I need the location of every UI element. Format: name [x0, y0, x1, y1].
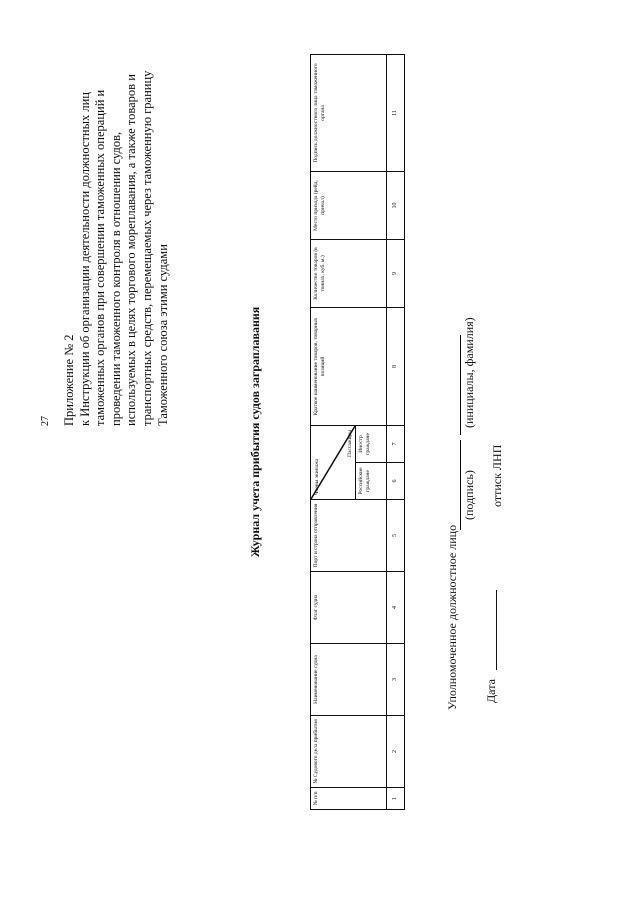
column-number: 10	[387, 172, 405, 240]
appendix-heading	[62, 16, 171, 426]
col-vessel-name: Наименование судна	[311, 644, 387, 716]
col-foreign-citizens: Иностр граждане	[356, 426, 387, 463]
col-crew-passengers	[311, 426, 356, 500]
page-number: 27	[40, 416, 51, 426]
crew-label: Члены экипажа	[314, 458, 320, 495]
journal-title: Журнал учета прибытия судов заграплавания	[248, 306, 262, 558]
column-number: 4	[387, 572, 405, 644]
appendix-line: Приложение № 2	[62, 334, 76, 426]
initials-caption: (инициалы, фамилия)	[462, 317, 476, 428]
passengers-label: Пассажиры	[346, 430, 353, 457]
appendix-line: транспортных средств, перемещаемых через таможенную границу	[139, 70, 154, 426]
column-number: 9	[387, 240, 405, 308]
col-case-no: № Судового дела прибытия	[311, 716, 387, 788]
col-signature: Подпись должностного лица таможенного органа	[311, 55, 387, 172]
arrival-journal-table	[310, 54, 405, 810]
column-number: 11	[387, 55, 405, 172]
col-arrival-place: Место прихода (рейд, причал)	[311, 172, 387, 240]
appendix-line: Таможенного союза этими судами	[155, 244, 170, 426]
appendix-line: к Инструкции об организации деятельности должностных лиц	[77, 92, 92, 426]
column-number: 1	[387, 788, 405, 810]
column-number: 5	[387, 500, 405, 572]
date-line	[496, 590, 497, 670]
appendix-line: проведении таможенного контроля в отношении судов,	[108, 131, 123, 426]
col-flag: Флаг судна	[311, 572, 387, 644]
initials-line	[460, 335, 461, 435]
stamp-label: оттиск ЛНП	[490, 444, 504, 507]
col-port: Порт и страна отправления	[311, 500, 387, 572]
column-number: 2	[387, 716, 405, 788]
col-russian-citizens: Российские граждане	[356, 463, 387, 500]
column-number: 3	[387, 644, 405, 716]
column-number-row	[387, 55, 405, 810]
appendix-line: используемых в целях торгового мореплавания, а также товаров и	[124, 74, 139, 426]
column-number: 6	[387, 463, 405, 500]
signature-caption: (подпись)	[462, 470, 476, 520]
col-goods-description: Краткое наименование товаров, товарных позиций	[311, 308, 387, 426]
column-number: 8	[387, 308, 405, 426]
signature-line	[460, 440, 461, 530]
col-row-no: № п/п	[311, 788, 387, 810]
date-label: Дата	[484, 679, 498, 703]
official-label: Уполномоченное должностное лицо	[445, 524, 459, 710]
column-number: 7	[387, 426, 405, 463]
appendix-line: таможенных органов при совершении таможенных операций и	[93, 89, 108, 426]
col-goods-count: Количество товаров (в тоннах, куб. м.)	[311, 240, 387, 308]
